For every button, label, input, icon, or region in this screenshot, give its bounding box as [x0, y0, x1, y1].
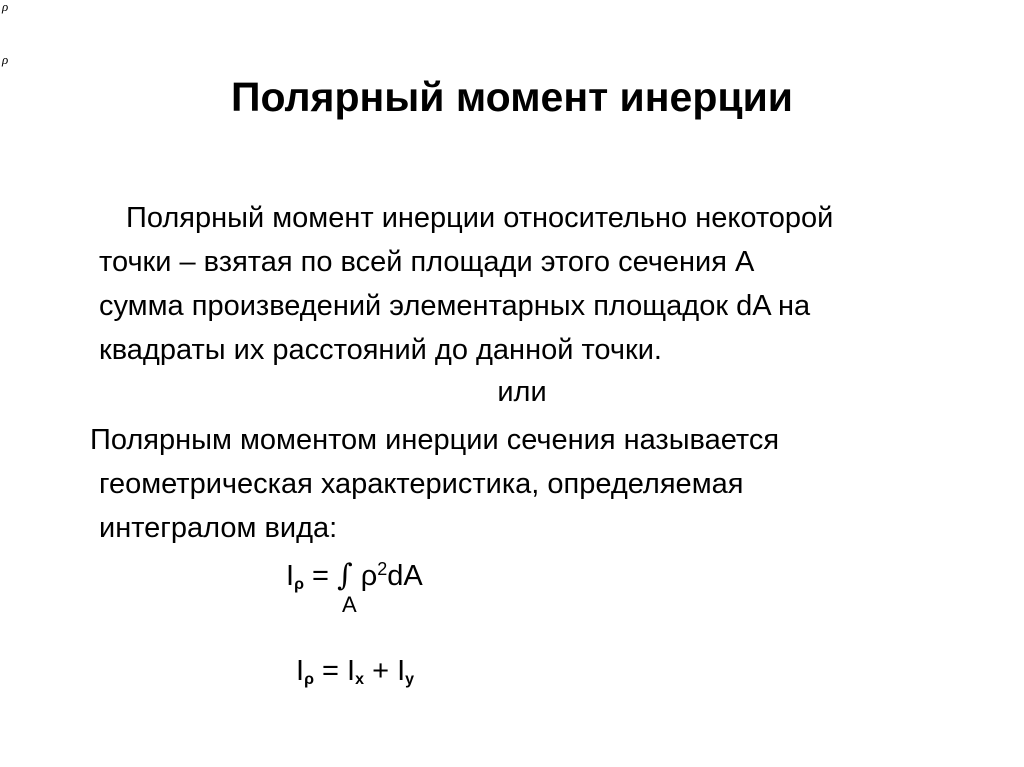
- definition-paragraph-2: [90, 418, 990, 550]
- formula-1-power: 2: [377, 559, 388, 579]
- definition-paragraph-1: [99, 196, 979, 372]
- formula-2-lhs-subscript: ρ: [304, 671, 314, 688]
- corner-rho-mark-bottom: ρ: [2, 52, 9, 67]
- formula-2-term1-subscript: x: [355, 671, 364, 688]
- formula-1-lhs-subscript: ρ: [294, 576, 304, 593]
- definition-2-line: геометрическая характеристика, определяемая: [99, 468, 744, 500]
- formula-1-differential: dA: [387, 560, 423, 592]
- definition-1-line: точки – взятая по всей площади этого сечения А: [99, 246, 755, 278]
- formula-2-term2-symbol: I: [397, 655, 406, 687]
- definition-2-line: Полярным моментом инерции сечения называется: [90, 424, 780, 456]
- definition-1-line: сумма произведений элементарных площадок dA на: [99, 290, 811, 322]
- definition-1-line: квадраты их расстояний до данной точки.: [99, 334, 662, 366]
- formula-1-lhs-symbol: I: [286, 560, 295, 592]
- formula-2-term2-subscript: y: [405, 671, 415, 688]
- formula-2-plus: +: [372, 655, 389, 687]
- or-separator: или: [497, 376, 547, 408]
- definition-1-line: Полярный момент инерции относительно некоторой: [126, 202, 834, 234]
- slide-title: Полярный момент инерции: [231, 74, 793, 120]
- integral-domain-label: A: [342, 592, 357, 617]
- formula-2-lhs-symbol: I: [296, 655, 305, 687]
- corner-rho-mark-top: ρ: [2, 0, 9, 14]
- formula-1-equals: =: [312, 560, 329, 592]
- formula-2-equals: =: [322, 655, 339, 687]
- polar-moment-sum-formula: [296, 654, 414, 697]
- integral-sign: ∫: [337, 558, 353, 593]
- formula-2-term1-symbol: I: [347, 655, 356, 687]
- formula-1-integrand: ρ: [360, 560, 378, 592]
- definition-2-line: интегралом вида:: [99, 512, 338, 544]
